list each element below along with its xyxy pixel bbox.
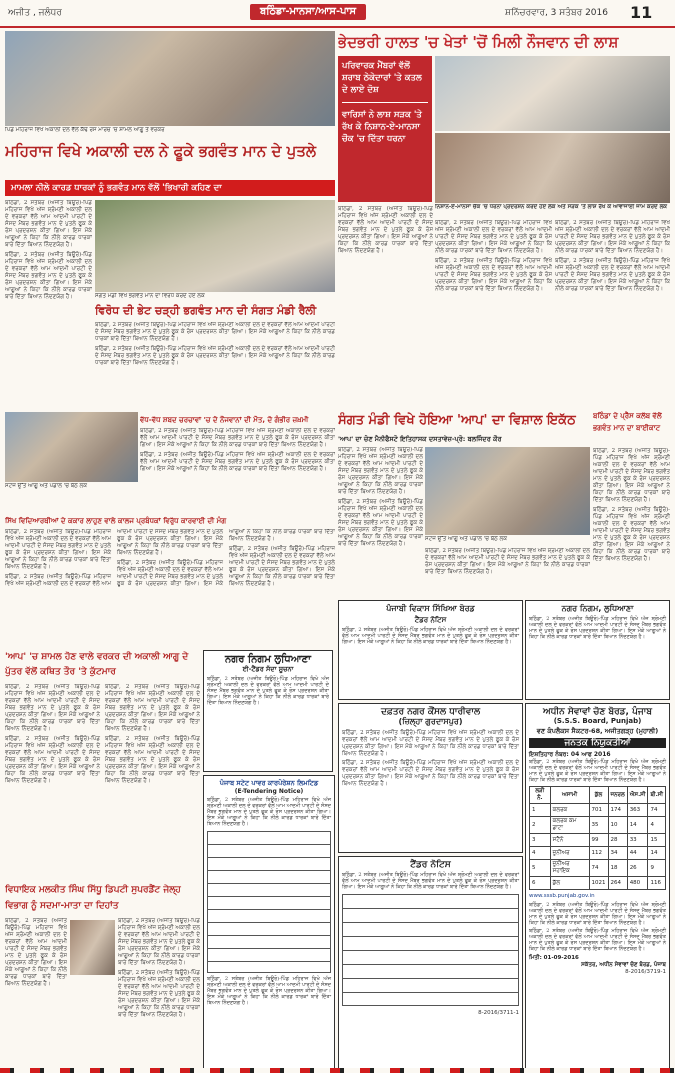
lead-kicker: ਨਿਸ਼ਾਨ-ਏ-ਮਾਨਸਾ ਚੌਕ 'ਚ ਧਰਨਾ ਪ੍ਰਦਰਸ਼ਨ ਕਰਦੇ ਹੋਏ ਲੋਕ ਅਤੇ ਸੜਕ 'ਤੇ ਲਾਸ਼ ਰੱਖ ਕੇ ਆਵਾਜਾਈ ਜਾਮ ਕਰਦੇ ਲੋਕ xyxy=(435,204,668,210)
story4-body-col2-text: ਬਠਿੰਡਾ, 2 ਸਤੰਬਰ (ਅਜੀਤ ਬਿਊਰੋ)-ਪਿੰਡ ਮਹਿਰਾਜ ਵਿਖੇ ਅੱਜ ਸ਼੍ਰੋਮਣੀ ਅਕਾਲੀ ਦਲ ਦੇ ਵਰਕਰਾਂ ਵੱਲੋਂ ਆਮ ਆਦਮੀ ਪਾਰਟੀ ਦੇ ਸੰਸਦ ਮੈਂਬਰ ਭਗਵੰਤ ਮਾਨ ਦੇ ਪੁਤਲੇ ਫੂਕ ਕੇ ਰੋਸ ਪ੍ਰਦਰਸ਼ਨ ਕੀਤਾ ਗਿਆ। ਇਸ ਮੌਕੇ ਆਗੂਆਂ ਨੇ ਕਿਹਾ ਕਿ ਨੀਲੇ ਕਾਰਡ ਧਾਰਕਾਂ ਬਾਰੇ ਦਿੱਤਾ ਬਿਆਨ ਨਿੰਦਣਯੋਗ ਹੈ। xyxy=(425,548,590,575)
sssb-table-row xyxy=(530,804,666,817)
ad-sssb-dated: ਮਿਤੀ: 01-09-2016 xyxy=(529,955,579,961)
lead-body-col2-text-b: ਬਠਿੰਡਾ, 2 ਸਤੰਬਰ (ਅਜੀਤ ਬਿਊਰੋ)-ਪਿੰਡ ਮਹਿਰਾਜ ਵਿਖੇ ਅੱਜ ਸ਼੍ਰੋਮਣੀ ਅਕਾਲੀ ਦਲ ਦੇ ਵਰਕਰਾਂ ਵੱਲੋਂ ਆਮ ਆਦਮੀ ਪਾਰਟੀ ਦੇ ਸੰਸਦ ਮੈਂਬਰ ਭਗਵੰਤ ਮਾਨ ਦੇ ਪੁਤਲੇ ਫੂਕ ਕੇ ਰੋਸ ਪ੍ਰਦਰਸ਼ਨ ਕੀਤਾ ਗਿਆ। ਇਸ ਮੌਕੇ ਆਗੂਆਂ ਨੇ ਕਿਹਾ ਕਿ ਨੀਲੇ ਕਾਰਡ ਧਾਰਕਾਂ ਬਾਰੇ ਦਿੱਤਾ ਬਿਆਨ ਨਿੰਦਣਯੋਗ ਹੈ। xyxy=(435,258,552,292)
lead-sidebar-box xyxy=(338,56,432,202)
story8-body-col2 xyxy=(118,918,200,1068)
ad-pspcl-body-b: ਬਠਿੰਡਾ, 2 ਸਤੰਬਰ (ਅਜੀਤ ਬਿਊਰੋ)-ਪਿੰਡ ਮਹਿਰਾਜ ਵਿਖੇ ਅੱਜ ਸ਼੍ਰੋਮਣੀ ਅਕਾਲੀ ਦਲ ਦੇ ਵਰਕਰਾਂ ਵੱਲੋਂ ਆਮ ਆਦਮੀ ਪਾਰਟੀ ਦੇ ਸੰਸਦ ਮੈਂਬਰ ਭਗਵੰਤ ਮਾਨ ਦੇ ਪੁਤਲੇ ਫੂਕ ਕੇ ਰੋਸ ਪ੍ਰਦਰਸ਼ਨ ਕੀਤਾ ਗਿਆ। ਇਸ ਮੌਕੇ ਆਗੂਆਂ ਨੇ ਕਿਹਾ ਕਿ ਨੀਲੇ ਕਾਰਡ ਧਾਰਕਾਂ ਬਾਰੇ ਦਿੱਤਾ ਬਿਆਨ ਨਿੰਦਣਯੋਗ ਹੈ। xyxy=(207,976,331,1006)
sssb-table-cell: 6 xyxy=(530,877,551,890)
sssb-table-cell: 26 xyxy=(627,860,648,877)
ad-tender-title: ਟੈਂਡਰ ਨੋਟਿਸ xyxy=(410,860,451,870)
story5-headline: ਵੱਧ-ਵੱਧ ਸ਼ਬਦ ਚਰਚਾਵਾਂ 'ਚ ਦੋ ਨੌਜਵਾਨਾਂ ਦੀ ਮੌਤ, ਦੋ ਗੰਭੀਰ ਜ਼ਖ਼ਮੀ xyxy=(140,416,309,424)
ad-punjabi-board xyxy=(338,600,523,700)
sssb-table-cell: ਕਲਰਕ ਕਮ ਡਾਟਾ xyxy=(550,817,589,834)
sssb-table-cell: 264 xyxy=(608,877,627,890)
sssb-table-cell: 1021 xyxy=(589,877,608,890)
story4-subhead: 'ਆਪ' ਦਾ ਚੋਣ ਮੈਨੀਫੈਸਟੋ ਇਤਿਹਾਸਕ ਦਸਤਾਵੇਜ਼-ਪ੍ਰੋ: ਬਲਜਿੰਦਰ ਕੌਰ xyxy=(338,435,502,443)
sssb-table-row xyxy=(530,834,666,847)
story6-body-text-b: ਬਠਿੰਡਾ, 2 ਸਤੰਬਰ (ਅਜੀਤ ਬਿਊਰੋ)-ਪਿੰਡ ਮਹਿਰਾਜ ਵਿਖੇ ਅੱਜ ਸ਼੍ਰੋਮਣੀ ਅਕਾਲੀ ਦਲ ਦੇ ਵਰਕਰਾਂ ਵੱਲੋਂ ਆਮ ਆਦਮੀ ਪਾਰਟੀ ਦੇ ਸੰਸਦ ਮੈਂਬਰ ਭਗਵੰਤ ਮਾਨ ਦੇ ਪੁਤਲੇ ਫੂਕ ਕੇ ਰੋਸ ਪ੍ਰਦਰਸ਼ਨ ਕੀਤਾ ਗਿਆ। ਇਸ ਮੌਕੇ ਆਗੂਆਂ ਨੇ ਕਿਹਾ ਕਿ ਨੀਲੇ ਕਾਰਡ ਧਾਰਕਾਂ ਬਾਰੇ ਦਿੱਤਾ ਬਿਆਨ ਨਿੰਦਣਯੋਗ ਹੈ। xyxy=(5,529,223,587)
sssb-table-cell: ਸਟੈਨੋ xyxy=(550,834,589,847)
story3-headline: ਵਿਰੋਧ ਦੀ ਭੇਟ ਚੜ੍ਹੀ ਭਗਵੰਤ ਮਾਨ ਦੀ ਸੰਗਤ ਮੰਡੀ ਰੈਲੀ xyxy=(95,304,317,317)
ad-sssb xyxy=(525,703,670,1070)
lead-photo-road xyxy=(435,133,670,203)
ad-sssb-title: ਅਧੀਨ ਸੇਵਾਵਾਂ ਚੋਣ ਬੋਰਡ, ਪੰਜਾਬ xyxy=(543,707,652,717)
sssb-table-cell: 4 xyxy=(530,847,551,860)
ad-pspcl-body: ਬਠਿੰਡਾ, 2 ਸਤੰਬਰ (ਅਜੀਤ ਬਿਊਰੋ)-ਪਿੰਡ ਮਹਿਰਾਜ ਵਿਖੇ ਅੱਜ ਸ਼੍ਰੋਮਣੀ ਅਕਾਲੀ ਦਲ ਦੇ ਵਰਕਰਾਂ ਵੱਲੋਂ ਆਮ ਆਦਮੀ ਪਾਰਟੀ ਦੇ ਸੰਸਦ ਮੈਂਬਰ ਭਗਵੰਤ ਮਾਨ ਦੇ ਪੁਤਲੇ ਫੂਕ ਕੇ ਰੋਸ ਪ੍ਰਦਰਸ਼ਨ ਕੀਤਾ ਗਿਆ। ਇਸ ਮੌਕੇ ਆਗੂਆਂ ਨੇ ਕਿਹਾ ਕਿ ਨੀਲੇ ਕਾਰਡ ਧਾਰਕਾਂ ਬਾਰੇ ਦਿੱਤਾ ਬਿਆਨ ਨਿੰਦਣਯੋਗ ਹੈ। xyxy=(207,797,331,827)
story9-headline: ਬਠਿੰਡਾ ਦੇ ਪ੍ਰੈੱਸ ਕਲੱਬ ਵੱਲੋਂ ਭਗਵੰਤ ਮਾਨ ਦਾ ਬਾਈਕਾਟ xyxy=(593,412,662,432)
ad-nagar-nigam xyxy=(203,650,333,772)
left-photo-students-caption: ਸਟੇਜ ਉੱਤੇ ਆਗੂ ਅਤੇ ਪੰਡਾਲ 'ਚ ਬੈਠੇ ਲੋਕ xyxy=(5,483,87,489)
ad-nagar-nigam-body: ਬਠਿੰਡਾ, 2 ਸਤੰਬਰ (ਅਜੀਤ ਬਿਊਰੋ)-ਪਿੰਡ ਮਹਿਰਾਜ ਵਿਖੇ ਅੱਜ ਸ਼੍ਰੋਮਣੀ ਅਕਾਲੀ ਦਲ ਦੇ ਵਰਕਰਾਂ ਵੱਲੋਂ ਆਮ ਆਦਮੀ ਪਾਰਟੀ ਦੇ ਸੰਸਦ ਮੈਂਬਰ ਭਗਵੰਤ ਮਾਨ ਦੇ ਪੁਤਲੇ ਫੂਕ ਕੇ ਰੋਸ ਪ੍ਰਦਰਸ਼ਨ ਕੀਤਾ ਗਿਆ। ਇਸ ਮੌਕੇ ਆਗੂਆਂ ਨੇ ਕਿਹਾ ਕਿ ਨੀਲੇ ਕਾਰਡ ਧਾਰਕਾਂ ਬਾਰੇ ਦਿੱਤਾ ਬਿਆਨ ਨਿੰਦਣਯੋਗ ਹੈ। xyxy=(207,676,329,706)
story2-photo xyxy=(95,200,335,292)
ad-sssb-intro: ਬਠਿੰਡਾ, 2 ਸਤੰਬਰ (ਅਜੀਤ ਬਿਊਰੋ)-ਪਿੰਡ ਮਹਿਰਾਜ ਵਿਖੇ ਅੱਜ ਸ਼੍ਰੋਮਣੀ ਅਕਾਲੀ ਦਲ ਦੇ ਵਰਕਰਾਂ ਵੱਲੋਂ ਆਮ ਆਦਮੀ ਪਾਰਟੀ ਦੇ ਸੰਸਦ ਮੈਂਬਰ ਭਗਵੰਤ ਮਾਨ ਦੇ ਪੁਤਲੇ ਫੂਕ ਕੇ ਰੋਸ ਪ੍ਰਦਰਸ਼ਨ ਕੀਤਾ ਗਿਆ। ਇਸ ਮੌਕੇ ਆਗੂਆਂ ਨੇ ਕਿਹਾ ਕਿ ਨੀਲੇ ਕਾਰਡ ਧਾਰਕਾਂ ਬਾਰੇ ਦਿੱਤਾ ਬਿਆਨ ਨਿੰਦਣਯੋਗ ਹੈ। xyxy=(529,759,666,783)
sssb-th: ਲੜੀ ਨੰ. xyxy=(530,787,551,804)
story5-body xyxy=(140,428,335,513)
sssb-th: ਬੀ.ਸੀ xyxy=(648,787,666,804)
sssb-table-row xyxy=(530,860,666,877)
sssb-th: ਜਨਰਲ xyxy=(608,787,627,804)
sssb-table-row xyxy=(530,817,666,834)
sssb-table-cell: ਜੂਨੀਅਰ xyxy=(550,847,589,860)
top-left-photo-caption: ਪਿੰਡ ਮਹਿਰਾਜ ਵਿਖੇ ਅਕਾਲੀ ਦਲ ਵੱਲੋਂ ਕੱਢੇ ਰੋਸ ਮਾਰਚ 'ਚ ਸ਼ਾਮਲ ਆਗੂ ਤੇ ਵਰਕਰ xyxy=(5,127,165,133)
story4-headline: ਸੰਗਤ ਮੰਡੀ ਵਿਖੇ ਹੋਇਆ 'ਆਪ' ਦਾ ਵਿਸ਼ਾਲ ਇਕੱਠ xyxy=(338,413,576,428)
lead-body-text: ਬਠਿੰਡਾ, 2 ਸਤੰਬਰ (ਅਜੀਤ ਬਿਊਰੋ)-ਪਿੰਡ ਮਹਿਰਾਜ ਵਿਖੇ ਅੱਜ ਸ਼੍ਰੋਮਣੀ ਅਕਾਲੀ ਦਲ ਦੇ ਵਰਕਰਾਂ ਵੱਲੋਂ ਆਮ ਆਦਮੀ ਪਾਰਟੀ ਦੇ ਸੰਸਦ ਮੈਂਬਰ ਭਗਵੰਤ ਮਾਨ ਦੇ ਪੁਤਲੇ ਫੂਕ ਕੇ ਰੋਸ ਪ੍ਰਦਰਸ਼ਨ ਕੀਤਾ ਗਿਆ। ਇਸ ਮੌਕੇ ਆਗੂਆਂ ਨੇ ਕਿਹਾ ਕਿ ਨੀਲੇ ਕਾਰਡ ਧਾਰਕਾਂ ਬਾਰੇ ਦਿੱਤਾ ਬਿਆਨ ਨਿੰਦਣਯੋਗ ਹੈ। xyxy=(338,206,433,254)
sssb-table-cell: 9 xyxy=(648,860,666,877)
story8-body-text: ਬਠਿੰਡਾ, 2 ਸਤੰਬਰ (ਅਜੀਤ ਬਿਊਰੋ)-ਪਿੰਡ ਮਹਿਰਾਜ ਵਿਖੇ ਅੱਜ ਸ਼੍ਰੋਮਣੀ ਅਕਾਲੀ ਦਲ ਦੇ ਵਰਕਰਾਂ ਵੱਲੋਂ ਆਮ ਆਦਮੀ ਪਾਰਟੀ ਦੇ ਸੰਸਦ ਮੈਂਬਰ ਭਗਵੰਤ ਮਾਨ ਦੇ ਪੁਤਲੇ ਫੂਕ ਕੇ ਰੋਸ ਪ੍ਰਦਰਸ਼ਨ ਕੀਤਾ ਗਿਆ। ਇਸ ਮੌਕੇ ਆਗੂਆਂ ਨੇ ਕਿਹਾ ਕਿ ਨੀਲੇ ਕਾਰਡ ਧਾਰਕਾਂ ਬਾਰੇ ਦਿੱਤਾ ਬਿਆਨ ਨਿੰਦਣਯੋਗ ਹੈ। xyxy=(5,918,67,987)
story3-body-text-b: ਬਠਿੰਡਾ, 2 ਸਤੰਬਰ (ਅਜੀਤ ਬਿਊਰੋ)-ਪਿੰਡ ਮਹਿਰਾਜ ਵਿਖੇ ਅੱਜ ਸ਼੍ਰੋਮਣੀ ਅਕਾਲੀ ਦਲ ਦੇ ਵਰਕਰਾਂ ਵੱਲੋਂ ਆਮ ਆਦਮੀ ਪਾਰਟੀ ਦੇ ਸੰਸਦ ਮੈਂਬਰ ਭਗਵੰਤ ਮਾਨ ਦੇ ਪੁਤਲੇ ਫੂਕ ਕੇ ਰੋਸ ਪ੍ਰਦਰਸ਼ਨ ਕੀਤਾ ਗਿਆ। ਇਸ ਮੌਕੇ ਆਗੂਆਂ ਨੇ ਕਿਹਾ ਕਿ ਨੀਲੇ ਕਾਰਡ ਧਾਰਕਾਂ ਬਾਰੇ ਦਿੱਤਾ ਬਿਆਨ ਨਿੰਦਣਯੋਗ ਹੈ। xyxy=(95,346,335,366)
masthead xyxy=(0,0,675,28)
story3-body xyxy=(95,322,335,410)
ad-sssb-terms: ਬਠਿੰਡਾ, 2 ਸਤੰਬਰ (ਅਜੀਤ ਬਿਊਰੋ)-ਪਿੰਡ ਮਹਿਰਾਜ ਵਿਖੇ ਅੱਜ ਸ਼੍ਰੋਮਣੀ ਅਕਾਲੀ ਦਲ ਦੇ ਵਰਕਰਾਂ ਵੱਲੋਂ ਆਮ ਆਦਮੀ ਪਾਰਟੀ ਦੇ ਸੰਸਦ ਮੈਂਬਰ ਭਗਵੰਤ ਮਾਨ ਦੇ ਪੁਤਲੇ ਫੂਕ ਕੇ ਰੋਸ ਪ੍ਰਦਰਸ਼ਨ ਕੀਤਾ ਗਿਆ। ਇਸ ਮੌਕੇ ਆਗੂਆਂ ਨੇ ਕਿਹਾ ਕਿ ਨੀਲੇ ਕਾਰਡ ਧਾਰਕਾਂ ਬਾਰੇ ਦਿੱਤਾ ਬਿਆਨ ਨਿੰਦਣਯੋਗ ਹੈ। xyxy=(529,902,666,926)
ad-punjabi-board-title: ਪੰਜਾਬੀ ਵਿਕਾਸ ਸਿੱਖਿਆ ਬੋਰਡ xyxy=(386,604,475,613)
story9-body-text: ਬਠਿੰਡਾ, 2 ਸਤੰਬਰ (ਅਜੀਤ ਬਿਊਰੋ)-ਪਿੰਡ ਮਹਿਰਾਜ ਵਿਖੇ ਅੱਜ ਸ਼੍ਰੋਮਣੀ ਅਕਾਲੀ ਦਲ ਦੇ ਵਰਕਰਾਂ ਵੱਲੋਂ ਆਮ ਆਦਮੀ ਪਾਰਟੀ ਦੇ ਸੰਸਦ ਮੈਂਬਰ ਭਗਵੰਤ ਮਾਨ ਦੇ ਪੁਤਲੇ ਫੂਕ ਕੇ ਰੋਸ ਪ੍ਰਦਰਸ਼ਨ ਕੀਤਾ ਗਿਆ। ਇਸ ਮੌਕੇ ਆਗੂਆਂ ਨੇ ਕਿਹਾ ਕਿ ਨੀਲੇ ਕਾਰਡ ਧਾਰਕਾਂ ਬਾਰੇ ਦਿੱਤਾ ਬਿਆਨ ਨਿੰਦਣਯੋਗ ਹੈ। xyxy=(593,448,670,503)
story2-body-text-b: ਬਠਿੰਡਾ, 2 ਸਤੰਬਰ (ਅਜੀਤ ਬਿਊਰੋ)-ਪਿੰਡ ਮਹਿਰਾਜ ਵਿਖੇ ਅੱਜ ਸ਼੍ਰੋਮਣੀ ਅਕਾਲੀ ਦਲ ਦੇ ਵਰਕਰਾਂ ਵੱਲੋਂ ਆਮ ਆਦਮੀ ਪਾਰਟੀ ਦੇ ਸੰਸਦ ਮੈਂਬਰ ਭਗਵੰਤ ਮਾਨ ਦੇ ਪੁਤਲੇ ਫੂਕ ਕੇ ਰੋਸ ਪ੍ਰਦਰਸ਼ਨ ਕੀਤਾ ਗਿਆ। ਇਸ ਮੌਕੇ ਆਗੂਆਂ ਨੇ ਕਿਹਾ ਕਿ ਨੀਲੇ ਕਾਰਡ ਧਾਰਕਾਂ ਬਾਰੇ ਦਿੱਤਾ ਬਿਆਨ ਨਿੰਦਣਯੋਗ ਹੈ। xyxy=(5,252,92,300)
sssb-table-cell: 28 xyxy=(608,834,627,847)
story4-body-text: ਬਠਿੰਡਾ, 2 ਸਤੰਬਰ (ਅਜੀਤ ਬਿਊਰੋ)-ਪਿੰਡ ਮਹਿਰਾਜ ਵਿਖੇ ਅੱਜ ਸ਼੍ਰੋਮਣੀ ਅਕਾਲੀ ਦਲ ਦੇ ਵਰਕਰਾਂ ਵੱਲੋਂ ਆਮ ਆਦਮੀ ਪਾਰਟੀ ਦੇ ਸੰਸਦ ਮੈਂਬਰ ਭਗਵੰਤ ਮਾਨ ਦੇ ਪੁਤਲੇ ਫੂਕ ਕੇ ਰੋਸ ਪ੍ਰਦਰਸ਼ਨ ਕੀਤਾ ਗਿਆ। ਇਸ ਮੌਕੇ ਆਗੂਆਂ ਨੇ ਕਿਹਾ ਕਿ ਨੀਲੇ ਕਾਰਡ ਧਾਰਕਾਂ ਬਾਰੇ ਦਿੱਤਾ ਬਿਆਨ ਨਿੰਦਣਯੋਗ ਹੈ। xyxy=(338,447,423,495)
top-left-photo xyxy=(5,31,335,126)
sssb-table-cell: 14 xyxy=(648,847,666,860)
sssb-table-cell: 14 xyxy=(627,817,648,834)
registration-marks xyxy=(0,1068,675,1073)
ad-sssb-terms-b: ਬਠਿੰਡਾ, 2 ਸਤੰਬਰ (ਅਜੀਤ ਬਿਊਰੋ)-ਪਿੰਡ ਮਹਿਰਾਜ ਵਿਖੇ ਅੱਜ ਸ਼੍ਰੋਮਣੀ ਅਕਾਲੀ ਦਲ ਦੇ ਵਰਕਰਾਂ ਵੱਲੋਂ ਆਮ ਆਦਮੀ ਪਾਰਟੀ ਦੇ ਸੰਸਦ ਮੈਂਬਰ ਭਗਵੰਤ ਮਾਨ ਦੇ ਪੁਤਲੇ ਫੂਕ ਕੇ ਰੋਸ ਪ੍ਰਦਰਸ਼ਨ ਕੀਤਾ ਗਿਆ। ਇਸ ਮੌਕੇ ਆਗੂਆਂ ਨੇ ਕਿਹਾ ਕਿ ਨੀਲੇ ਕਾਰਡ ਧਾਰਕਾਂ ਬਾਰੇ ਦਿੱਤਾ ਬਿਆਨ ਨਿੰਦਣਯੋਗ ਹੈ। xyxy=(529,928,666,952)
story4-body xyxy=(338,447,423,597)
sssb-table-cell: 33 xyxy=(627,834,648,847)
story9-body-text-b: ਬਠਿੰਡਾ, 2 ਸਤੰਬਰ (ਅਜੀਤ ਬਿਊਰੋ)-ਪਿੰਡ ਮਹਿਰਾਜ ਵਿਖੇ ਅੱਜ ਸ਼੍ਰੋਮਣੀ ਅਕਾਲੀ ਦਲ ਦੇ ਵਰਕਰਾਂ ਵੱਲੋਂ ਆਮ ਆਦਮੀ ਪਾਰਟੀ ਦੇ ਸੰਸਦ ਮੈਂਬਰ ਭਗਵੰਤ ਮਾਨ ਦੇ ਪੁਤਲੇ ਫੂਕ ਕੇ ਰੋਸ ਪ੍ਰਦਰਸ਼ਨ ਕੀਤਾ ਗਿਆ। ਇਸ ਮੌਕੇ ਆਗੂਆਂ ਨੇ ਕਿਹਾ ਕਿ ਨੀਲੇ ਕਾਰਡ ਧਾਰਕਾਂ ਬਾਰੇ ਦਿੱਤਾ ਬਿਆਨ ਨਿੰਦਣਯੋਗ ਹੈ। xyxy=(593,507,670,562)
ad-tender-body: ਬਠਿੰਡਾ, 2 ਸਤੰਬਰ (ਅਜੀਤ ਬਿਊਰੋ)-ਪਿੰਡ ਮਹਿਰਾਜ ਵਿਖੇ ਅੱਜ ਸ਼੍ਰੋਮਣੀ ਅਕਾਲੀ ਦਲ ਦੇ ਵਰਕਰਾਂ ਵੱਲੋਂ ਆਮ ਆਦਮੀ ਪਾਰਟੀ ਦੇ ਸੰਸਦ ਮੈਂਬਰ ਭਗਵੰਤ ਮਾਨ ਦੇ ਪੁਤਲੇ ਫੂਕ ਕੇ ਰੋਸ ਪ੍ਰਦਰਸ਼ਨ ਕੀਤਾ ਗਿਆ। ਇਸ ਮੌਕੇ ਆਗੂਆਂ ਨੇ ਕਿਹਾ ਕਿ ਨੀਲੇ ਕਾਰਡ ਧਾਰਕਾਂ ਬਾਰੇ ਦਿੱਤਾ ਬਿਆਨ ਨਿੰਦਣਯੋਗ ਹੈ। xyxy=(342,872,519,890)
story7-body-text-c: ਬਠਿੰਡਾ, 2 ਸਤੰਬਰ (ਅਜੀਤ ਬਿਊਰੋ)-ਪਿੰਡ ਮਹਿਰਾਜ ਵਿਖੇ ਅੱਜ ਸ਼੍ਰੋਮਣੀ ਅਕਾਲੀ ਦਲ ਦੇ ਵਰਕਰਾਂ ਵੱਲੋਂ ਆਮ ਆਦਮੀ ਪਾਰਟੀ ਦੇ ਸੰਸਦ ਮੈਂਬਰ ਭਗਵੰਤ ਮਾਨ ਦੇ ਪੁਤਲੇ ਫੂਕ ਕੇ ਰੋਸ ਪ੍ਰਦਰਸ਼ਨ ਕੀਤਾ ਗਿਆ। ਇਸ ਮੌਕੇ ਆਗੂਆਂ ਨੇ ਕਿਹਾ ਕਿ ਨੀਲੇ ਕਾਰਡ ਧਾਰਕਾਂ ਬਾਰੇ ਦਿੱਤਾ ਬਿਆਨ ਨਿੰਦਣਯੋਗ ਹੈ। xyxy=(105,684,200,732)
ad-punjabi-board-tender: ਟੈਂਡਰ ਨੋਟਿਸ xyxy=(414,616,447,624)
sssb-table-cell: 701 xyxy=(589,804,608,817)
story2-body xyxy=(5,200,92,410)
masthead-date: ਸ਼ਨਿੱਚਰਵਾਰ, 3 ਸਤੰਬਰ 2016 xyxy=(505,8,608,18)
ad-tender xyxy=(338,856,523,1070)
ad-pspcl-sub: (E-Tendering Notice) xyxy=(234,788,304,795)
sssb-table-cell: 4 xyxy=(648,817,666,834)
ad-council-body-b: ਬਠਿੰਡਾ, 2 ਸਤੰਬਰ (ਅਜੀਤ ਬਿਊਰੋ)-ਪਿੰਡ ਮਹਿਰਾਜ ਵਿਖੇ ਅੱਜ ਸ਼੍ਰੋਮਣੀ ਅਕਾਲੀ ਦਲ ਦੇ ਵਰਕਰਾਂ ਵੱਲੋਂ ਆਮ ਆਦਮੀ ਪਾਰਟੀ ਦੇ ਸੰਸਦ ਮੈਂਬਰ ਭਗਵੰਤ ਮਾਨ ਦੇ ਪੁਤਲੇ ਫੂਕ ਕੇ ਰੋਸ ਪ੍ਰਦਰਸ਼ਨ ਕੀਤਾ ਗਿਆ। ਇਸ ਮੌਕੇ ਆਗੂਆਂ ਨੇ ਕਿਹਾ ਕਿ ਨੀਲੇ ਕਾਰਡ ਧਾਰਕਾਂ ਬਾਰੇ ਦਿੱਤਾ ਬਿਆਨ ਨਿੰਦਣਯੋਗ ਹੈ। xyxy=(342,760,519,787)
story3-body-text: ਬਠਿੰਡਾ, 2 ਸਤੰਬਰ (ਅਜੀਤ ਬਿਊਰੋ)-ਪਿੰਡ ਮਹਿਰਾਜ ਵਿਖੇ ਅੱਜ ਸ਼੍ਰੋਮਣੀ ਅਕਾਲੀ ਦਲ ਦੇ ਵਰਕਰਾਂ ਵੱਲੋਂ ਆਮ ਆਦਮੀ ਪਾਰਟੀ ਦੇ ਸੰਸਦ ਮੈਂਬਰ ਭਗਵੰਤ ਮਾਨ ਦੇ ਪੁਤਲੇ ਫੂਕ ਕੇ ਰੋਸ ਪ੍ਰਦਰਸ਼ਨ ਕੀਤਾ ਗਿਆ। ਇਸ ਮੌਕੇ ਆਗੂਆਂ ਨੇ ਕਿਹਾ ਕਿ ਨੀਲੇ ਕਾਰਡ ਧਾਰਕਾਂ ਬਾਰੇ ਦਿੱਤਾ ਬਿਆਨ ਨਿੰਦਣਯੋਗ ਹੈ। xyxy=(95,322,335,342)
sssb-table-cell: 35 xyxy=(589,817,608,834)
ad-council-sub: (ਜ਼ਿਲ੍ਹਾ ਗੁਰਦਾਸਪੁਰ) xyxy=(398,717,463,726)
story8-body-col2-text: ਬਠਿੰਡਾ, 2 ਸਤੰਬਰ (ਅਜੀਤ ਬਿਊਰੋ)-ਪਿੰਡ ਮਹਿਰਾਜ ਵਿਖੇ ਅੱਜ ਸ਼੍ਰੋਮਣੀ ਅਕਾਲੀ ਦਲ ਦੇ ਵਰਕਰਾਂ ਵੱਲੋਂ ਆਮ ਆਦਮੀ ਪਾਰਟੀ ਦੇ ਸੰਸਦ ਮੈਂਬਰ ਭਗਵੰਤ ਮਾਨ ਦੇ ਪੁਤਲੇ ਫੂਕ ਕੇ ਰੋਸ ਪ੍ਰਦਰਸ਼ਨ ਕੀਤਾ ਗਿਆ। ਇਸ ਮੌਕੇ ਆਗੂਆਂ ਨੇ ਕਿਹਾ ਕਿ ਨੀਲੇ ਕਾਰਡ ਧਾਰਕਾਂ ਬਾਰੇ ਦਿੱਤਾ ਬਿਆਨ ਨਿੰਦਣਯੋਗ ਹੈ। xyxy=(118,918,200,966)
ad-nagar-ldh-body: ਬਠਿੰਡਾ, 2 ਸਤੰਬਰ (ਅਜੀਤ ਬਿਊਰੋ)-ਪਿੰਡ ਮਹਿਰਾਜ ਵਿਖੇ ਅੱਜ ਸ਼੍ਰੋਮਣੀ ਅਕਾਲੀ ਦਲ ਦੇ ਵਰਕਰਾਂ ਵੱਲੋਂ ਆਮ ਆਦਮੀ ਪਾਰਟੀ ਦੇ ਸੰਸਦ ਮੈਂਬਰ ਭਗਵੰਤ ਮਾਨ ਦੇ ਪੁਤਲੇ ਫੂਕ ਕੇ ਰੋਸ ਪ੍ਰਦਰਸ਼ਨ ਕੀਤਾ ਗਿਆ। ਇਸ ਮੌਕੇ ਆਗੂਆਂ ਨੇ ਕਿਹਾ ਕਿ ਨੀਲੇ ਕਾਰਡ ਧਾਰਕਾਂ ਬਾਰੇ ਦਿੱਤਾ ਬਿਆਨ ਨਿੰਦਣਯੋਗ ਹੈ। xyxy=(529,616,666,640)
sssb-table-cell: ਕੁੱਲ xyxy=(550,877,589,890)
sssb-table-cell: 3 xyxy=(530,834,551,847)
ad-pspcl-table xyxy=(207,831,331,973)
story8-headline: ਵਿਧਾਇਕ ਮਲਕੀਤ ਸਿੰਘ ਸਿੱਧੂ ਡਿਪਟੀ ਸੁਪਰਡੈਂਟ ਜੇਲ੍ਹ ਵਿਭਾਗ ਨੂੰ ਸਦਮਾ-ਮਾਤਾ ਦਾ ਦਿਹਾਂਤ xyxy=(5,885,181,911)
story7-body-text-b: ਬਠਿੰਡਾ, 2 ਸਤੰਬਰ (ਅਜੀਤ ਬਿਊਰੋ)-ਪਿੰਡ ਮਹਿਰਾਜ ਵਿਖੇ ਅੱਜ ਸ਼੍ਰੋਮਣੀ ਅਕਾਲੀ ਦਲ ਦੇ ਵਰਕਰਾਂ ਵੱਲੋਂ ਆਮ ਆਦਮੀ ਪਾਰਟੀ ਦੇ ਸੰਸਦ ਮੈਂਬਰ ਭਗਵੰਤ ਮਾਨ ਦੇ ਪੁਤਲੇ ਫੂਕ ਕੇ ਰੋਸ ਪ੍ਰਦਰਸ਼ਨ ਕੀਤਾ ਗਿਆ। ਇਸ ਮੌਕੇ ਆਗੂਆਂ ਨੇ ਕਿਹਾ ਕਿ ਨੀਲੇ ਕਾਰਡ ਧਾਰਕਾਂ ਬਾਰੇ ਦਿੱਤਾ ਬਿਆਨ ਨਿੰਦਣਯੋਗ ਹੈ। xyxy=(5,736,100,784)
story6-body-text-d: ਬਠਿੰਡਾ, 2 ਸਤੰਬਰ (ਅਜੀਤ ਬਿਊਰੋ)-ਪਿੰਡ ਮਹਿਰਾਜ ਵਿਖੇ ਅੱਜ ਸ਼੍ਰੋਮਣੀ ਅਕਾਲੀ ਦਲ ਦੇ ਵਰਕਰਾਂ ਵੱਲੋਂ ਆਮ ਆਦਮੀ ਪਾਰਟੀ ਦੇ ਸੰਸਦ ਮੈਂਬਰ ਭਗਵੰਤ ਮਾਨ ਦੇ ਪੁਤਲੇ ਫੂਕ ਕੇ ਰੋਸ ਪ੍ਰਦਰਸ਼ਨ ਕੀਤਾ ਗਿਆ। ਇਸ ਮੌਕੇ ਆਗੂਆਂ ਨੇ ਕਿਹਾ ਕਿ ਨੀਲੇ ਕਾਰਡ ਧਾਰਕਾਂ ਬਾਰੇ ਦਿੱਤਾ ਬਿਆਨ ਨਿੰਦਣਯੋਗ ਹੈ। xyxy=(229,546,335,587)
ad-council-title: ਦਫ਼ਤਰ ਨਗਰ ਕੌਂਸਲ ਧਾਰੀਵਾਲ xyxy=(380,707,481,717)
ad-nagar-ldh xyxy=(525,600,670,700)
sssb-table-cell: 99 xyxy=(589,834,608,847)
sssb-table-cell: 480 xyxy=(627,877,648,890)
ad-sssb-website[interactable]: www.sssb.punjab.gov.in xyxy=(529,893,595,899)
story2-subhead: ਮਾਮਲਾ ਨੀਲੇ ਕਾਰਡ ਧਾਰਕਾਂ ਨੂੰ ਭਗਵੰਤ ਮਾਨ ਵੱਲੋਂ 'ਭਿਖਾਰੀ ਕਹਿਣ ਦਾ xyxy=(5,180,335,196)
ad-sssb-en: (S.S.S. Board, Punjab) xyxy=(553,717,642,725)
sssb-table-cell: 44 xyxy=(627,847,648,860)
story9-body xyxy=(593,448,670,598)
story2-body-text: ਬਠਿੰਡਾ, 2 ਸਤੰਬਰ (ਅਜੀਤ ਬਿਊਰੋ)-ਪਿੰਡ ਮਹਿਰਾਜ ਵਿਖੇ ਅੱਜ ਸ਼੍ਰੋਮਣੀ ਅਕਾਲੀ ਦਲ ਦੇ ਵਰਕਰਾਂ ਵੱਲੋਂ ਆਮ ਆਦਮੀ ਪਾਰਟੀ ਦੇ ਸੰਸਦ ਮੈਂਬਰ ਭਗਵੰਤ ਮਾਨ ਦੇ ਪੁਤਲੇ ਫੂਕ ਕੇ ਰੋਸ ਪ੍ਰਦਰਸ਼ਨ ਕੀਤਾ ਗਿਆ। ਇਸ ਮੌਕੇ ਆਗੂਆਂ ਨੇ ਕਿਹਾ ਕਿ ਨੀਲੇ ਕਾਰਡ ਧਾਰਕਾਂ ਬਾਰੇ ਦਿੱਤਾ ਬਿਆਨ ਨਿੰਦਣਯੋਗ ਹੈ। xyxy=(5,200,92,248)
ad-sssb-sign: ਸਕੱਤਰ, ਅਧੀਨ ਸੇਵਾਵਾਂ ਚੋਣ ਬੋਰਡ, ਪੰਜਾਬ xyxy=(581,962,666,968)
sssb-table-cell: 116 xyxy=(648,877,666,890)
ad-sssb-addr: ਵਣ ਕੰਪਲੈਕਸ ਸੈਕਟਰ-68, ਅਜੀਤਗੜ੍ਹ (ਮੁਹਾਲੀ) xyxy=(536,727,659,735)
lead-body-col3 xyxy=(555,220,670,410)
sssb-table-cell: 10 xyxy=(608,817,627,834)
lead-sidebar-1: ਪਰਿਵਾਰਕ ਮੈਂਬਰਾਂ ਵੱਲੋਂ ਸ਼ਰਾਬ ਠੇਕੇਦਾਰਾਂ 'ਤੇ ਕਤਲ ਦੇ ਲਾਏ ਦੋਸ਼ xyxy=(342,61,422,95)
lead-body-col3-text-b: ਬਠਿੰਡਾ, 2 ਸਤੰਬਰ (ਅਜੀਤ ਬਿਊਰੋ)-ਪਿੰਡ ਮਹਿਰਾਜ ਵਿਖੇ ਅੱਜ ਸ਼੍ਰੋਮਣੀ ਅਕਾਲੀ ਦਲ ਦੇ ਵਰਕਰਾਂ ਵੱਲੋਂ ਆਮ ਆਦਮੀ ਪਾਰਟੀ ਦੇ ਸੰਸਦ ਮੈਂਬਰ ਭਗਵੰਤ ਮਾਨ ਦੇ ਪੁਤਲੇ ਫੂਕ ਕੇ ਰੋਸ ਪ੍ਰਦਰਸ਼ਨ ਕੀਤਾ ਗਿਆ। ਇਸ ਮੌਕੇ ਆਗੂਆਂ ਨੇ ਕਿਹਾ ਕਿ ਨੀਲੇ ਕਾਰਡ ਧਾਰਕਾਂ ਬਾਰੇ ਦਿੱਤਾ ਬਿਆਨ ਨਿੰਦਣਯੋਗ ਹੈ। xyxy=(555,258,670,292)
sssb-table-cell: 174 xyxy=(608,804,627,817)
sssb-table-cell: 34 xyxy=(608,847,627,860)
lead-photo-protest xyxy=(435,56,670,131)
sssb-table-cell: 74 xyxy=(648,804,666,817)
story7-body-text-d: ਬਠਿੰਡਾ, 2 ਸਤੰਬਰ (ਅਜੀਤ ਬਿਊਰੋ)-ਪਿੰਡ ਮਹਿਰਾਜ ਵਿਖੇ ਅੱਜ ਸ਼੍ਰੋਮਣੀ ਅਕਾਲੀ ਦਲ ਦੇ ਵਰਕਰਾਂ ਵੱਲੋਂ ਆਮ ਆਦਮੀ ਪਾਰਟੀ ਦੇ ਸੰਸਦ ਮੈਂਬਰ ਭਗਵੰਤ ਮਾਨ ਦੇ ਪੁਤਲੇ ਫੂਕ ਕੇ ਰੋਸ ਪ੍ਰਦਰਸ਼ਨ ਕੀਤਾ ਗਿਆ। ਇਸ ਮੌਕੇ ਆਗੂਆਂ ਨੇ ਕਿਹਾ ਕਿ ਨੀਲੇ ਕਾਰਡ ਧਾਰਕਾਂ ਬਾਰੇ ਦਿੱਤਾ ਬਿਆਨ ਨਿੰਦਣਯੋਗ ਹੈ। xyxy=(105,736,200,784)
ad-nagar-ldh-title: ਨਗਰ ਨਿਗਮ, ਲੁਧਿਆਣਾ xyxy=(561,604,634,613)
ad-tender-code: 8-2016/3711-1 xyxy=(478,1010,519,1016)
ad-sssb-notice: ਜਨਤਕ ਨਿਯੁਕਤੀਆਂ xyxy=(529,738,666,748)
sssb-table-cell: 74 xyxy=(589,860,608,877)
ad-sssb-table xyxy=(529,786,666,890)
story4-photo xyxy=(425,447,590,535)
story5-body-text: ਬਠਿੰਡਾ, 2 ਸਤੰਬਰ (ਅਜੀਤ ਬਿਊਰੋ)-ਪਿੰਡ ਮਹਿਰਾਜ ਵਿਖੇ ਅੱਜ ਸ਼੍ਰੋਮਣੀ ਅਕਾਲੀ ਦਲ ਦੇ ਵਰਕਰਾਂ ਵੱਲੋਂ ਆਮ ਆਦਮੀ ਪਾਰਟੀ ਦੇ ਸੰਸਦ ਮੈਂਬਰ ਭਗਵੰਤ ਮਾਨ ਦੇ ਪੁਤਲੇ ਫੂਕ ਕੇ ਰੋਸ ਪ੍ਰਦਰਸ਼ਨ ਕੀਤਾ ਗਿਆ। ਇਸ ਮੌਕੇ ਆਗੂਆਂ ਨੇ ਕਿਹਾ ਕਿ ਨੀਲੇ ਕਾਰਡ ਧਾਰਕਾਂ ਬਾਰੇ ਦਿੱਤਾ ਬਿਆਨ ਨਿੰਦਣਯੋਗ ਹੈ। xyxy=(140,428,335,448)
story8-portrait xyxy=(70,920,115,975)
sssb-table-cell: 112 xyxy=(589,847,608,860)
sssb-th: ਕੁੱਲ xyxy=(589,787,608,804)
sssb-table-cell: ਜੂਨੀਅਰ ਸਹਾਇਕ xyxy=(550,860,589,877)
story7-body xyxy=(5,684,200,880)
ad-nagar-nigam-title: ਨਗਰ ਨਿਗਮ ਲੁਧਿਆਣਾ xyxy=(225,654,311,665)
story8-body xyxy=(5,918,67,1068)
story6-body-text: ਬਠਿੰਡਾ, 2 ਸਤੰਬਰ (ਅਜੀਤ ਬਿਊਰੋ)-ਪਿੰਡ ਮਹਿਰਾਜ ਵਿਖੇ ਅੱਜ ਸ਼੍ਰੋਮਣੀ ਅਕਾਲੀ ਦਲ ਦੇ ਵਰਕਰਾਂ ਵੱਲੋਂ ਆਮ ਆਦਮੀ ਪਾਰਟੀ ਦੇ ਸੰਸਦ ਮੈਂਬਰ ਭਗਵੰਤ ਮਾਨ ਦੇ ਪੁਤਲੇ ਫੂਕ ਕੇ ਰੋਸ ਪ੍ਰਦਰਸ਼ਨ ਕੀਤਾ ਗਿਆ। ਇਸ ਮੌਕੇ ਆਗੂਆਂ ਨੇ ਕਿਹਾ ਕਿ ਨੀਲੇ ਕਾਰਡ ਧਾਰਕਾਂ ਬਾਰੇ ਦਿੱਤਾ ਬਿਆਨ ਨਿੰਦਣਯੋਗ ਹੈ। xyxy=(5,529,111,570)
sssb-table-cell: 363 xyxy=(627,804,648,817)
story2-photo-caption: ਸੰਗਤ ਮੰਡੀ ਵਿਖੇ ਭਗਵੰਤ ਮਾਨ ਦਾ ਵਿਰੋਧ ਕਰਦੇ ਹੋਏ ਲੋਕ xyxy=(95,293,205,299)
ad-punjabi-board-body: ਬਠਿੰਡਾ, 2 ਸਤੰਬਰ (ਅਜੀਤ ਬਿਊਰੋ)-ਪਿੰਡ ਮਹਿਰਾਜ ਵਿਖੇ ਅੱਜ ਸ਼੍ਰੋਮਣੀ ਅਕਾਲੀ ਦਲ ਦੇ ਵਰਕਰਾਂ ਵੱਲੋਂ ਆਮ ਆਦਮੀ ਪਾਰਟੀ ਦੇ ਸੰਸਦ ਮੈਂਬਰ ਭਗਵੰਤ ਮਾਨ ਦੇ ਪੁਤਲੇ ਫੂਕ ਕੇ ਰੋਸ ਪ੍ਰਦਰਸ਼ਨ ਕੀਤਾ ਗਿਆ। ਇਸ ਮੌਕੇ ਆਗੂਆਂ ਨੇ ਕਿਹਾ ਕਿ ਨੀਲੇ ਕਾਰਡ ਧਾਰਕਾਂ ਬਾਰੇ ਦਿੱਤਾ ਬਿਆਨ ਨਿੰਦਣਯੋਗ ਹੈ। xyxy=(342,627,519,645)
sssb-th: ਐਸ.ਸੀ xyxy=(627,787,648,804)
ad-sssb-code: 8-2016/3719-1 xyxy=(625,969,666,975)
sssb-table-cell: 5 xyxy=(530,860,551,877)
story6-headline: ਸਿੱਖ ਵਿਦਿਆਰਥੀਆਂ ਦੇ ਕਕਾਰ ਲਾਹੁਣ ਵਾਲੇ ਕਾਲਜ ਪ੍ਰਬੰਧਕਾਂ ਵਿਰੁੱਧ ਕਾਰਵਾਈ ਦੀ ਮੰਗ xyxy=(5,517,227,525)
masthead-section: ਬਠਿੰਡਾ-ਮਾਨਸਾ/ਆਸ-ਪਾਸ xyxy=(250,4,366,20)
sssb-tbody xyxy=(530,804,666,890)
sssb-table-cell: 1 xyxy=(530,804,551,817)
sssb-th: ਅਸਾਮੀ xyxy=(550,787,589,804)
lead-body xyxy=(338,206,433,409)
sssb-table-cell: 15 xyxy=(648,834,666,847)
ad-nagar-nigam-sub: ਈ-ਟੈਂਡਰ ਸੱਦਾ ਸੂਚਨਾ xyxy=(242,665,294,673)
story2-headline: ਮਹਿਰਾਜ ਵਿਖੇ ਅਕਾਲੀ ਦਲ ਨੇ ਫੂਕੇ ਭਗਵੰਤ ਮਾਨ ਦੇ ਪੁਤਲੇ xyxy=(5,142,317,160)
ad-sssb-adv: ਇਸ਼ਤਿਹਾਰ ਨੰਬਰ: 04 ਆਫ 2016 xyxy=(529,751,611,758)
ad-tender-table xyxy=(342,894,519,1006)
ad-pspcl xyxy=(203,775,335,1070)
story4-body-col2 xyxy=(425,548,590,598)
story7-body-text: ਬਠਿੰਡਾ, 2 ਸਤੰਬਰ (ਅਜੀਤ ਬਿਊਰੋ)-ਪਿੰਡ ਮਹਿਰਾਜ ਵਿਖੇ ਅੱਜ ਸ਼੍ਰੋਮਣੀ ਅਕਾਲੀ ਦਲ ਦੇ ਵਰਕਰਾਂ ਵੱਲੋਂ ਆਮ ਆਦਮੀ ਪਾਰਟੀ ਦੇ ਸੰਸਦ ਮੈਂਬਰ ਭਗਵੰਤ ਮਾਨ ਦੇ ਪੁਤਲੇ ਫੂਕ ਕੇ ਰੋਸ ਪ੍ਰਦਰਸ਼ਨ ਕੀਤਾ ਗਿਆ। ਇਸ ਮੌਕੇ ਆਗੂਆਂ ਨੇ ਕਿਹਾ ਕਿ ਨੀਲੇ ਕਾਰਡ ਧਾਰਕਾਂ ਬਾਰੇ ਦਿੱਤਾ ਬਿਆਨ ਨਿੰਦਣਯੋਗ ਹੈ। xyxy=(5,684,100,732)
page-number: 11 xyxy=(630,3,653,22)
story6-body-text-c: ਬਠਿੰਡਾ, 2 ਸਤੰਬਰ (ਅਜੀਤ ਬਿਊਰੋ)-ਪਿੰਡ ਮਹਿਰਾਜ ਵਿਖੇ ਅੱਜ ਸ਼੍ਰੋਮਣੀ ਅਕਾਲੀ ਦਲ ਦੇ ਵਰਕਰਾਂ ਵੱਲੋਂ ਆਮ ਆਦਮੀ ਪਾਰਟੀ ਦੇ ਸੰਸਦ ਮੈਂਬਰ ਭਗਵੰਤ ਮਾਨ ਦੇ ਪੁਤਲੇ ਫੂਕ ਕੇ ਰੋਸ ਪ੍ਰਦਰਸ਼ਨ ਕੀਤਾ ਗਿਆ। ਇਸ ਮੌਕੇ ਆਗੂਆਂ ਨੇ ਕਿਹਾ ਕਿ ਨੀਲੇ ਕਾਰਡ ਧਾਰਕਾਂ ਬਾਰੇ ਦਿੱਤਾ ਬਿਆਨ ਨਿੰਦਣਯੋਗ ਹੈ। xyxy=(117,529,335,587)
sssb-table-row xyxy=(530,847,666,860)
ad-pspcl-title: ਪੰਜਾਬ ਸਟੇਟ ਪਾਵਰ ਕਾਰਪੋਰੇਸ਼ਨ ਲਿਮਟਿਡ xyxy=(219,779,319,787)
lead-headline: ਭੇਦਭਰੀ ਹਾਲਤ 'ਚ ਖੇਤਾਂ 'ਚੋਂ ਮਿਲੀ ਨੌਜਵਾਨ ਦੀ ਲਾਸ਼ xyxy=(338,33,619,51)
lead-body-col2 xyxy=(435,220,552,410)
story8-body-col2-text-b: ਬਠਿੰਡਾ, 2 ਸਤੰਬਰ (ਅਜੀਤ ਬਿਊਰੋ)-ਪਿੰਡ ਮਹਿਰਾਜ ਵਿਖੇ ਅੱਜ ਸ਼੍ਰੋਮਣੀ ਅਕਾਲੀ ਦਲ ਦੇ ਵਰਕਰਾਂ ਵੱਲੋਂ ਆਮ ਆਦਮੀ ਪਾਰਟੀ ਦੇ ਸੰਸਦ ਮੈਂਬਰ ਭਗਵੰਤ ਮਾਨ ਦੇ ਪੁਤਲੇ ਫੂਕ ਕੇ ਰੋਸ ਪ੍ਰਦਰਸ਼ਨ ਕੀਤਾ ਗਿਆ। ਇਸ ਮੌਕੇ ਆਗੂਆਂ ਨੇ ਕਿਹਾ ਕਿ ਨੀਲੇ ਕਾਰਡ ਧਾਰਕਾਂ ਬਾਰੇ ਦਿੱਤਾ ਬਿਆਨ ਨਿੰਦਣਯੋਗ ਹੈ। xyxy=(118,970,200,1018)
lead-body-col2-text: ਬਠਿੰਡਾ, 2 ਸਤੰਬਰ (ਅਜੀਤ ਬਿਊਰੋ)-ਪਿੰਡ ਮਹਿਰਾਜ ਵਿਖੇ ਅੱਜ ਸ਼੍ਰੋਮਣੀ ਅਕਾਲੀ ਦਲ ਦੇ ਵਰਕਰਾਂ ਵੱਲੋਂ ਆਮ ਆਦਮੀ ਪਾਰਟੀ ਦੇ ਸੰਸਦ ਮੈਂਬਰ ਭਗਵੰਤ ਮਾਨ ਦੇ ਪੁਤਲੇ ਫੂਕ ਕੇ ਰੋਸ ਪ੍ਰਦਰਸ਼ਨ ਕੀਤਾ ਗਿਆ। ਇਸ ਮੌਕੇ ਆਗੂਆਂ ਨੇ ਕਿਹਾ ਕਿ ਨੀਲੇ ਕਾਰਡ ਧਾਰਕਾਂ ਬਾਰੇ ਦਿੱਤਾ ਬਿਆਨ ਨਿੰਦਣਯੋਗ ਹੈ। xyxy=(435,220,552,254)
ad-council-body: ਬਠਿੰਡਾ, 2 ਸਤੰਬਰ (ਅਜੀਤ ਬਿਊਰੋ)-ਪਿੰਡ ਮਹਿਰਾਜ ਵਿਖੇ ਅੱਜ ਸ਼੍ਰੋਮਣੀ ਅਕਾਲੀ ਦਲ ਦੇ ਵਰਕਰਾਂ ਵੱਲੋਂ ਆਮ ਆਦਮੀ ਪਾਰਟੀ ਦੇ ਸੰਸਦ ਮੈਂਬਰ ਭਗਵੰਤ ਮਾਨ ਦੇ ਪੁਤਲੇ ਫੂਕ ਕੇ ਰੋਸ ਪ੍ਰਦਰਸ਼ਨ ਕੀਤਾ ਗਿਆ। ਇਸ ਮੌਕੇ ਆਗੂਆਂ ਨੇ ਕਿਹਾ ਕਿ ਨੀਲੇ ਕਾਰਡ ਧਾਰਕਾਂ ਬਾਰੇ ਦਿੱਤਾ ਬਿਆਨ ਨਿੰਦਣਯੋਗ ਹੈ। xyxy=(342,730,519,757)
lead-sidebar-2: ਵਾਰਿਸਾਂ ਨੇ ਲਾਸ਼ ਸੜਕ 'ਤੇ ਰੱਖ ਕੇ ਨਿਸ਼ਾਨ-ਏ-ਮਾਨਸਾ ਚੌਕ 'ਚ ਦਿੱਤਾ ਧਰਨਾ xyxy=(342,110,422,144)
sssb-table-cell: 2 xyxy=(530,817,551,834)
sssb-table-cell: ਕਲਰਕ xyxy=(550,804,589,817)
left-photo-students xyxy=(5,412,138,482)
story7-headline: 'ਆਪ' 'ਚ ਸ਼ਾਮਲ ਹੋਣ ਵਾਲੇ ਵਰਕਰ ਦੀ ਅਕਾਲੀ ਆਗੂ ਦੇ ਪੁੱਤਰ ਵੱਲੋਂ ਕਥਿਤ ਤੌਰ 'ਤੇ ਕੁੱਟਮਾਰ xyxy=(5,652,189,677)
story4-photo-caption: ਸਟੇਜ ਉੱਤੇ ਆਗੂ ਅਤੇ ਪੰਡਾਲ 'ਚ ਬੈਠੇ ਲੋਕ xyxy=(425,536,507,542)
lead-body-col3-text: ਬਠਿੰਡਾ, 2 ਸਤੰਬਰ (ਅਜੀਤ ਬਿਊਰੋ)-ਪਿੰਡ ਮਹਿਰਾਜ ਵਿਖੇ ਅੱਜ ਸ਼੍ਰੋਮਣੀ ਅਕਾਲੀ ਦਲ ਦੇ ਵਰਕਰਾਂ ਵੱਲੋਂ ਆਮ ਆਦਮੀ ਪਾਰਟੀ ਦੇ ਸੰਸਦ ਮੈਂਬਰ ਭਗਵੰਤ ਮਾਨ ਦੇ ਪੁਤਲੇ ਫੂਕ ਕੇ ਰੋਸ ਪ੍ਰਦਰਸ਼ਨ ਕੀਤਾ ਗਿਆ। ਇਸ ਮੌਕੇ ਆਗੂਆਂ ਨੇ ਕਿਹਾ ਕਿ ਨੀਲੇ ਕਾਰਡ ਧਾਰਕਾਂ ਬਾਰੇ ਦਿੱਤਾ ਬਿਆਨ ਨਿੰਦਣਯੋਗ ਹੈ। xyxy=(555,220,670,254)
ad-council xyxy=(338,703,523,853)
masthead-city: ਅਜੀਤ , ਜਲੰਧਰ xyxy=(8,8,62,18)
story4-body-text-b: ਬਠਿੰਡਾ, 2 ਸਤੰਬਰ (ਅਜੀਤ ਬਿਊਰੋ)-ਪਿੰਡ ਮਹਿਰਾਜ ਵਿਖੇ ਅੱਜ ਸ਼੍ਰੋਮਣੀ ਅਕਾਲੀ ਦਲ ਦੇ ਵਰਕਰਾਂ ਵੱਲੋਂ ਆਮ ਆਦਮੀ ਪਾਰਟੀ ਦੇ ਸੰਸਦ ਮੈਂਬਰ ਭਗਵੰਤ ਮਾਨ ਦੇ ਪੁਤਲੇ ਫੂਕ ਕੇ ਰੋਸ ਪ੍ਰਦਰਸ਼ਨ ਕੀਤਾ ਗਿਆ। ਇਸ ਮੌਕੇ ਆਗੂਆਂ ਨੇ ਕਿਹਾ ਕਿ ਨੀਲੇ ਕਾਰਡ ਧਾਰਕਾਂ ਬਾਰੇ ਦਿੱਤਾ ਬਿਆਨ ਨਿੰਦਣਯੋਗ ਹੈ। xyxy=(338,499,423,547)
sssb-table-cell: 18 xyxy=(608,860,627,877)
sssb-table-row xyxy=(530,877,666,890)
story6-body xyxy=(5,529,335,644)
story5-body-text-b: ਬਠਿੰਡਾ, 2 ਸਤੰਬਰ (ਅਜੀਤ ਬਿਊਰੋ)-ਪਿੰਡ ਮਹਿਰਾਜ ਵਿਖੇ ਅੱਜ ਸ਼੍ਰੋਮਣੀ ਅਕਾਲੀ ਦਲ ਦੇ ਵਰਕਰਾਂ ਵੱਲੋਂ ਆਮ ਆਦਮੀ ਪਾਰਟੀ ਦੇ ਸੰਸਦ ਮੈਂਬਰ ਭਗਵੰਤ ਮਾਨ ਦੇ ਪੁਤਲੇ ਫੂਕ ਕੇ ਰੋਸ ਪ੍ਰਦਰਸ਼ਨ ਕੀਤਾ ਗਿਆ। ਇਸ ਮੌਕੇ ਆਗੂਆਂ ਨੇ ਕਿਹਾ ਕਿ ਨੀਲੇ ਕਾਰਡ ਧਾਰਕਾਂ ਬਾਰੇ ਦਿੱਤਾ ਬਿਆਨ ਨਿੰਦਣਯੋਗ ਹੈ। xyxy=(140,452,335,472)
